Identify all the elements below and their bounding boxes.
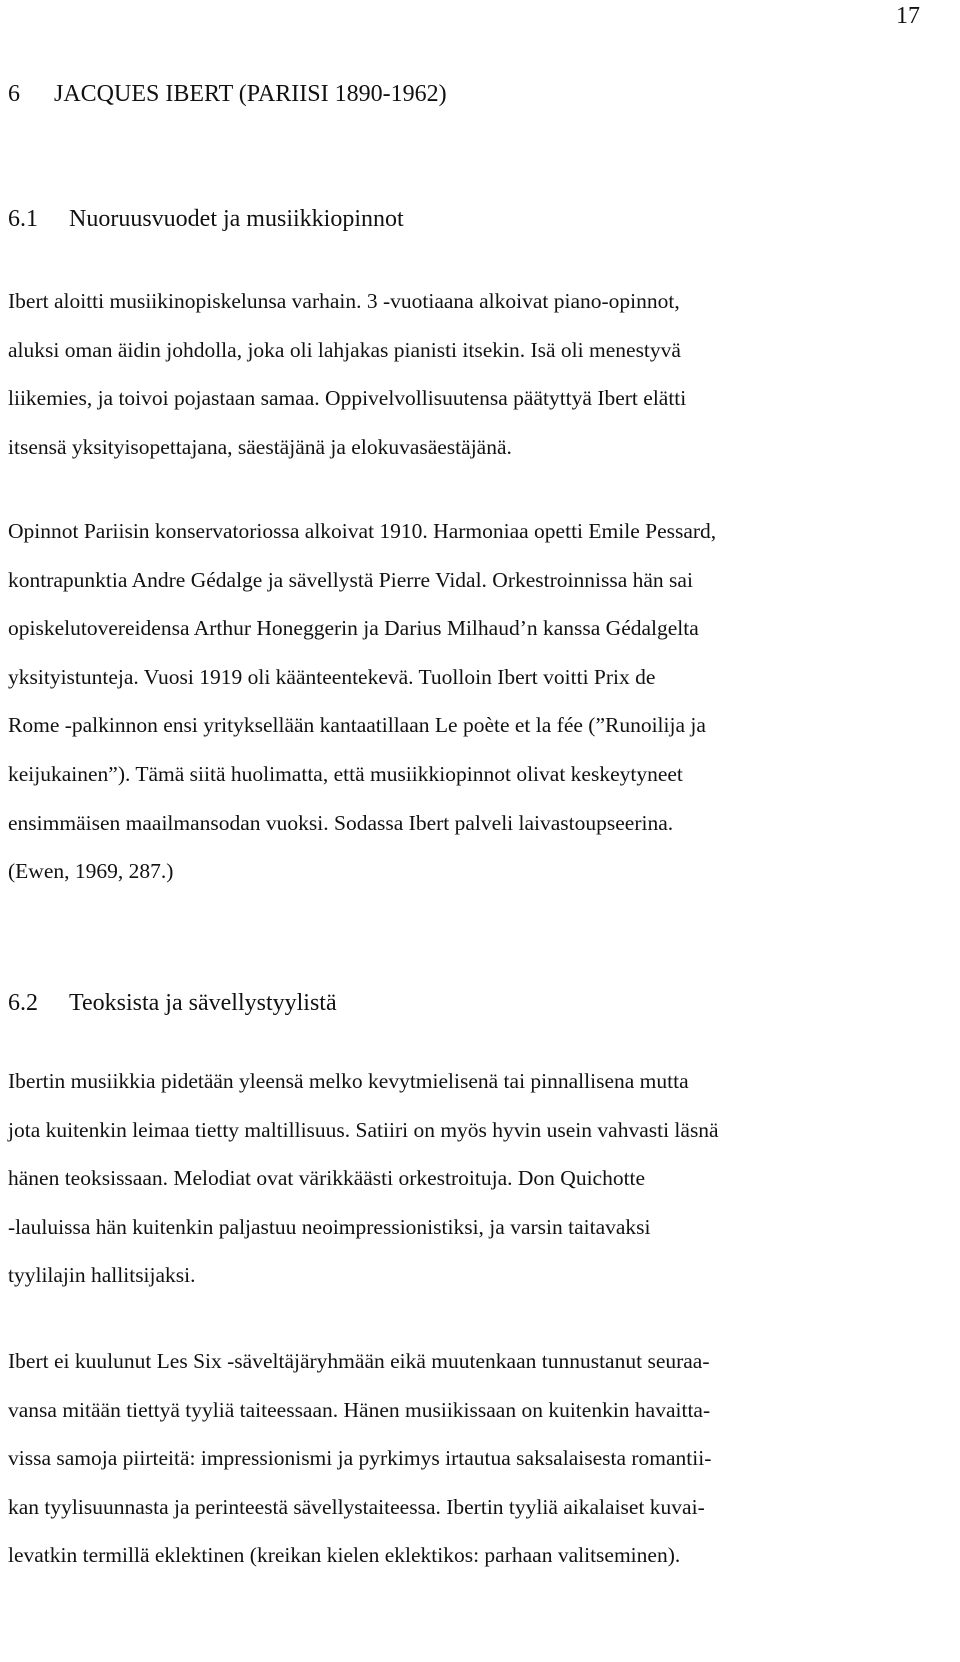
text-line: liikemies, ja toivoi pojastaan samaa. Oppivelvollisuutensa päätyttyä Ibert elätti — [8, 386, 687, 411]
section-number: 6.1 — [8, 206, 38, 232]
text-line: keijukainen”). Tämä siitä huolimatta, että musiikkiopinnot olivat keskeytyneet — [8, 761, 683, 786]
text-line: kontrapunktia Andre Gédalge ja sävellystä Pierre Vidal. Orkestroinnissa hän sai — [8, 567, 693, 592]
text-line: Ibert aloitti musiikinopiskelunsa varhain. 3 -vuotiaana alkoivat piano-opinnot, — [8, 289, 680, 313]
text-line: yksityistunteja. Vuosi 1919 oli käänteentekevä. Tuolloin Ibert voitti Prix de — [8, 664, 656, 689]
text-line: Opinnot Pariisin konservatoriossa alkoivat 1910. Harmoniaa opetti Emile Pessard, — [8, 519, 717, 543]
section-title: Nuoruusvuodet ja musiikkiopinnot — [69, 206, 404, 232]
text-line: (Ewen, 1969, 287.) — [8, 859, 174, 884]
chapter-heading — [8, 78, 447, 110]
paragraph-eclecticism — [8, 1345, 928, 1588]
text-line: Ibertin musiikkia pidetään yleensä melko kevytmielisenä tai pinnallisena mutta — [8, 1069, 689, 1093]
text-line: tyylilajin hallitsijaksi. — [8, 1263, 196, 1288]
text-line: hänen teoksissaan. Melodiat ovat värikkäästi orkestroituja. Don Quichotte — [8, 1166, 646, 1191]
chapter-number: 6 — [8, 81, 20, 107]
paragraph-early-studies — [8, 285, 928, 479]
page-number: 17 — [896, 3, 920, 29]
text-line: Rome -palkinnon ensi yrityksellään kantaatillaan Le poète et la fée (”Runoilija ja — [8, 713, 706, 738]
text-line: opiskelutovereidensa Arthur Honeggerin ja Darius Milhaud’n kanssa Gédalgelta — [8, 616, 699, 641]
text-line: itsensä yksityisopettajana, säestäjänä ja elokuvasäestäjänä. — [8, 434, 512, 459]
section-number: 6.2 — [8, 990, 38, 1016]
section-heading-6-2 — [8, 987, 337, 1019]
text-line: vansa mitään tiettyä tyyliä taiteessaan. Hänen musiikissaan on kuitenkin havaitta- — [8, 1397, 711, 1422]
paragraph-musical-style — [8, 1065, 928, 1308]
text-line: jota kuitenkin leimaa tietty maltillisuus. Satiiri on myös hyvin usein vahvasti läsnä — [8, 1117, 719, 1142]
text-line: vissa samoja piirteitä: impressionismi ja pyrkimys irtautua saksalaisesta romantii- — [8, 1446, 712, 1471]
text-line: kan tyylisuunnasta ja perinteestä sävellystaiteessa. Ibertin tyyliä aikalaiset kuvai- — [8, 1494, 705, 1519]
paragraph-conservatory — [8, 515, 928, 904]
text-line: aluksi oman äidin johdolla, joka oli lahjakas pianisti itsekin. Isä oli menestyvä — [8, 337, 681, 362]
text-line: ensimmäisen maailmansodan vuoksi. Sodassa Ibert palveli laivastoupseerina. — [8, 810, 674, 835]
text-line: -lauluissa hän kuitenkin paljastuu neoimpressionistiksi, ja varsin taitavaksi — [8, 1214, 651, 1239]
text-line: levatkin termillä eklektinen (kreikan kielen eklektikos: parhaan valitseminen). — [8, 1543, 681, 1568]
text-line: Ibert ei kuulunut Les Six -säveltäjäryhmään eikä muutenkaan tunnustanut seuraa- — [8, 1349, 710, 1373]
chapter-title: JACQUES IBERT (PARIISI 1890-1962) — [54, 81, 447, 107]
section-title: Teoksista ja sävellystyylistä — [69, 990, 337, 1016]
section-heading-6-1 — [8, 203, 404, 235]
